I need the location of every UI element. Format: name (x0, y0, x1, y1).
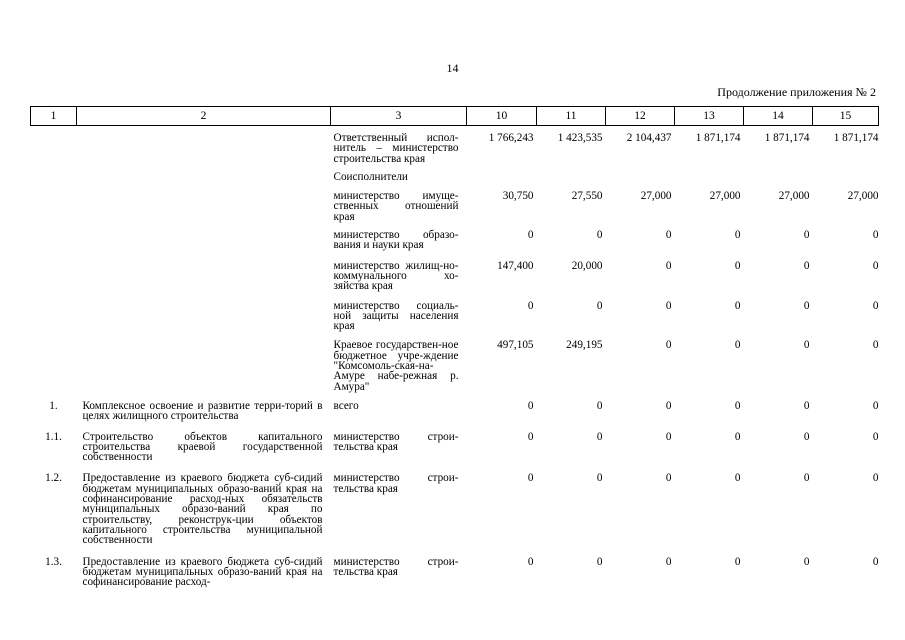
table-row (31, 392, 879, 422)
value-col-14: 0 (803, 299, 810, 312)
value-col-14: 0 (803, 430, 810, 443)
value-col-13: 1 871,174 (695, 132, 741, 144)
value-col-11: 20,000 (571, 259, 603, 272)
value-col-11: 1 423,535 (557, 132, 603, 144)
value-col-15: 0 (872, 399, 879, 412)
value-col-11: 0 (596, 299, 603, 312)
table-row (31, 222, 879, 251)
header-cell: 14 (744, 107, 813, 126)
row-name (77, 251, 331, 292)
value-col-13: 27,000 (709, 190, 741, 203)
value-col-11: 0 (596, 472, 603, 485)
value-col-10: 147,400 (497, 259, 534, 272)
value-col-12: 27,000 (640, 190, 672, 203)
value-col-11 (537, 164, 606, 182)
table-body (31, 126, 879, 588)
header-cell: 3 (331, 107, 467, 126)
value-col-13: 0 (734, 399, 741, 412)
value-col-12: 0 (665, 430, 672, 443)
table-header (31, 107, 879, 126)
value-col-10: 497,105 (497, 339, 534, 352)
value-col-15: 0 (872, 430, 879, 443)
row-executor: Краевое государствен-ное бюджетное учре-ждение "Комсомоль-ская-на-Амуре набе-режная р. Амура" (333, 339, 459, 393)
value-col-13: 0 (734, 299, 741, 312)
row-executor: министерство строи-тельства края (333, 430, 459, 453)
table-row (31, 182, 879, 222)
table-row (31, 331, 879, 391)
value-col-11: 0 (596, 399, 603, 412)
value-col-15: 0 (872, 229, 879, 242)
value-col-13: 0 (734, 259, 741, 272)
row-executor: всего (333, 399, 359, 412)
row-executor: министерство имуще-ственных отношений края (333, 190, 459, 223)
value-col-12: 0 (665, 399, 672, 412)
header-cell: 12 (606, 107, 675, 126)
value-col-10: 30,750 (502, 190, 534, 203)
value-col-13: 0 (734, 472, 741, 485)
value-col-14: 0 (803, 339, 810, 352)
value-col-11: 0 (596, 555, 603, 568)
value-col-13: 0 (734, 555, 741, 568)
value-col-13: 0 (734, 339, 741, 352)
row-executor: министерство социаль-ной защиты населения края (333, 299, 459, 333)
value-col-11: 27,550 (571, 190, 603, 203)
table-row (31, 546, 879, 588)
value-col-10: 1 766,243 (488, 132, 534, 144)
value-col-13 (675, 164, 744, 182)
row-number (31, 222, 77, 251)
row-executor: министерство строи-тельства края (333, 555, 459, 578)
row-number: 1.2. (45, 472, 62, 485)
row-name: Комплексное освоение и развитие терри-торий в целях жилищного строительства (82, 399, 323, 423)
row-executor: министерство жилищ-но-коммунального хо-зяйства края (333, 259, 459, 293)
header-cell: 15 (813, 107, 879, 126)
value-col-13: 0 (734, 229, 741, 242)
continuation-label: Продолжение приложения № 2 (717, 85, 876, 99)
value-col-14: 0 (803, 555, 810, 568)
header-cell: 11 (537, 107, 606, 126)
value-col-14: 0 (803, 399, 810, 412)
header-cell: 1 (31, 107, 77, 126)
row-name: Строительство объектов капитального строительства краевой государственной собственности (82, 430, 323, 464)
row-executor: министерство строи-тельства края (333, 472, 459, 495)
row-name (77, 126, 331, 164)
header-cell: 2 (77, 107, 331, 126)
value-col-12: 0 (665, 299, 672, 312)
value-col-15: 0 (872, 472, 879, 485)
row-name: Предоставление из краевого бюджета суб-сидий бюджетам муниципальных образо-ваний края на софинансирование расход-ных обязательств муниципальных образо-ваний края по строительству, реконструк-ции объектов капитального строительства муниципальной собственности (82, 472, 323, 547)
value-col-10: 0 (527, 229, 534, 242)
header-cell: 13 (675, 107, 744, 126)
value-col-11: 0 (596, 229, 603, 242)
value-col-10: 0 (527, 299, 534, 312)
row-executor: Соисполнители (333, 170, 408, 183)
page-number: 14 (446, 61, 459, 75)
value-col-15: 0 (872, 259, 879, 272)
row-name (77, 182, 331, 222)
row-executor: министерство образо-вания и науки края (333, 229, 459, 252)
value-col-14: 1 871,174 (764, 132, 810, 144)
row-number (31, 251, 77, 292)
row-number (31, 182, 77, 222)
table-row (31, 251, 879, 292)
value-col-12: 0 (665, 229, 672, 242)
value-col-12: 0 (665, 259, 672, 272)
budget-table (30, 106, 879, 587)
value-col-14: 27,000 (778, 190, 810, 203)
value-col-12: 0 (665, 472, 672, 485)
value-col-15: 27,000 (847, 190, 879, 203)
value-col-15: 0 (872, 299, 879, 312)
value-col-12: 0 (665, 339, 672, 352)
value-col-13: 0 (734, 430, 741, 443)
value-col-12: 2 104,437 (626, 132, 672, 144)
row-number: 1.3. (45, 555, 62, 568)
value-col-15: 0 (872, 339, 879, 352)
row-number: 1.1. (45, 430, 62, 443)
table-row (31, 126, 879, 164)
value-col-14 (744, 164, 813, 182)
value-col-15: 0 (872, 555, 879, 568)
row-name (77, 222, 331, 251)
value-col-12 (606, 164, 675, 182)
row-executor: Ответственный испол-нитель – министерство строительства края (333, 132, 459, 165)
table-row (31, 164, 879, 182)
row-name: Предоставление из краевого бюджета суб-сидий бюджетам муниципальных образо-ваний края на софинансирование расход- (82, 555, 323, 589)
row-number: 1. (49, 399, 58, 412)
value-col-14: 0 (803, 472, 810, 485)
value-col-10: 0 (527, 399, 534, 412)
row-number (31, 292, 77, 332)
value-col-11: 0 (596, 430, 603, 443)
row-number (31, 331, 77, 391)
table-row (31, 422, 879, 463)
value-col-11: 249,195 (566, 339, 603, 352)
value-col-14: 0 (803, 229, 810, 242)
value-col-14: 0 (803, 259, 810, 272)
value-col-15: 1 871,174 (833, 132, 879, 144)
row-name (77, 292, 331, 332)
row-name (77, 331, 331, 391)
value-col-10: 0 (527, 430, 534, 443)
value-col-15 (813, 164, 879, 182)
value-col-10: 0 (527, 472, 534, 485)
value-col-10: 0 (527, 555, 534, 568)
value-col-12: 0 (665, 555, 672, 568)
header-row (31, 107, 879, 126)
value-col-10 (467, 164, 537, 182)
table-row (31, 462, 879, 545)
row-number (31, 164, 77, 182)
header-cell: 10 (467, 107, 537, 126)
row-name (77, 164, 331, 182)
row-number (31, 126, 77, 164)
table-row (31, 292, 879, 332)
